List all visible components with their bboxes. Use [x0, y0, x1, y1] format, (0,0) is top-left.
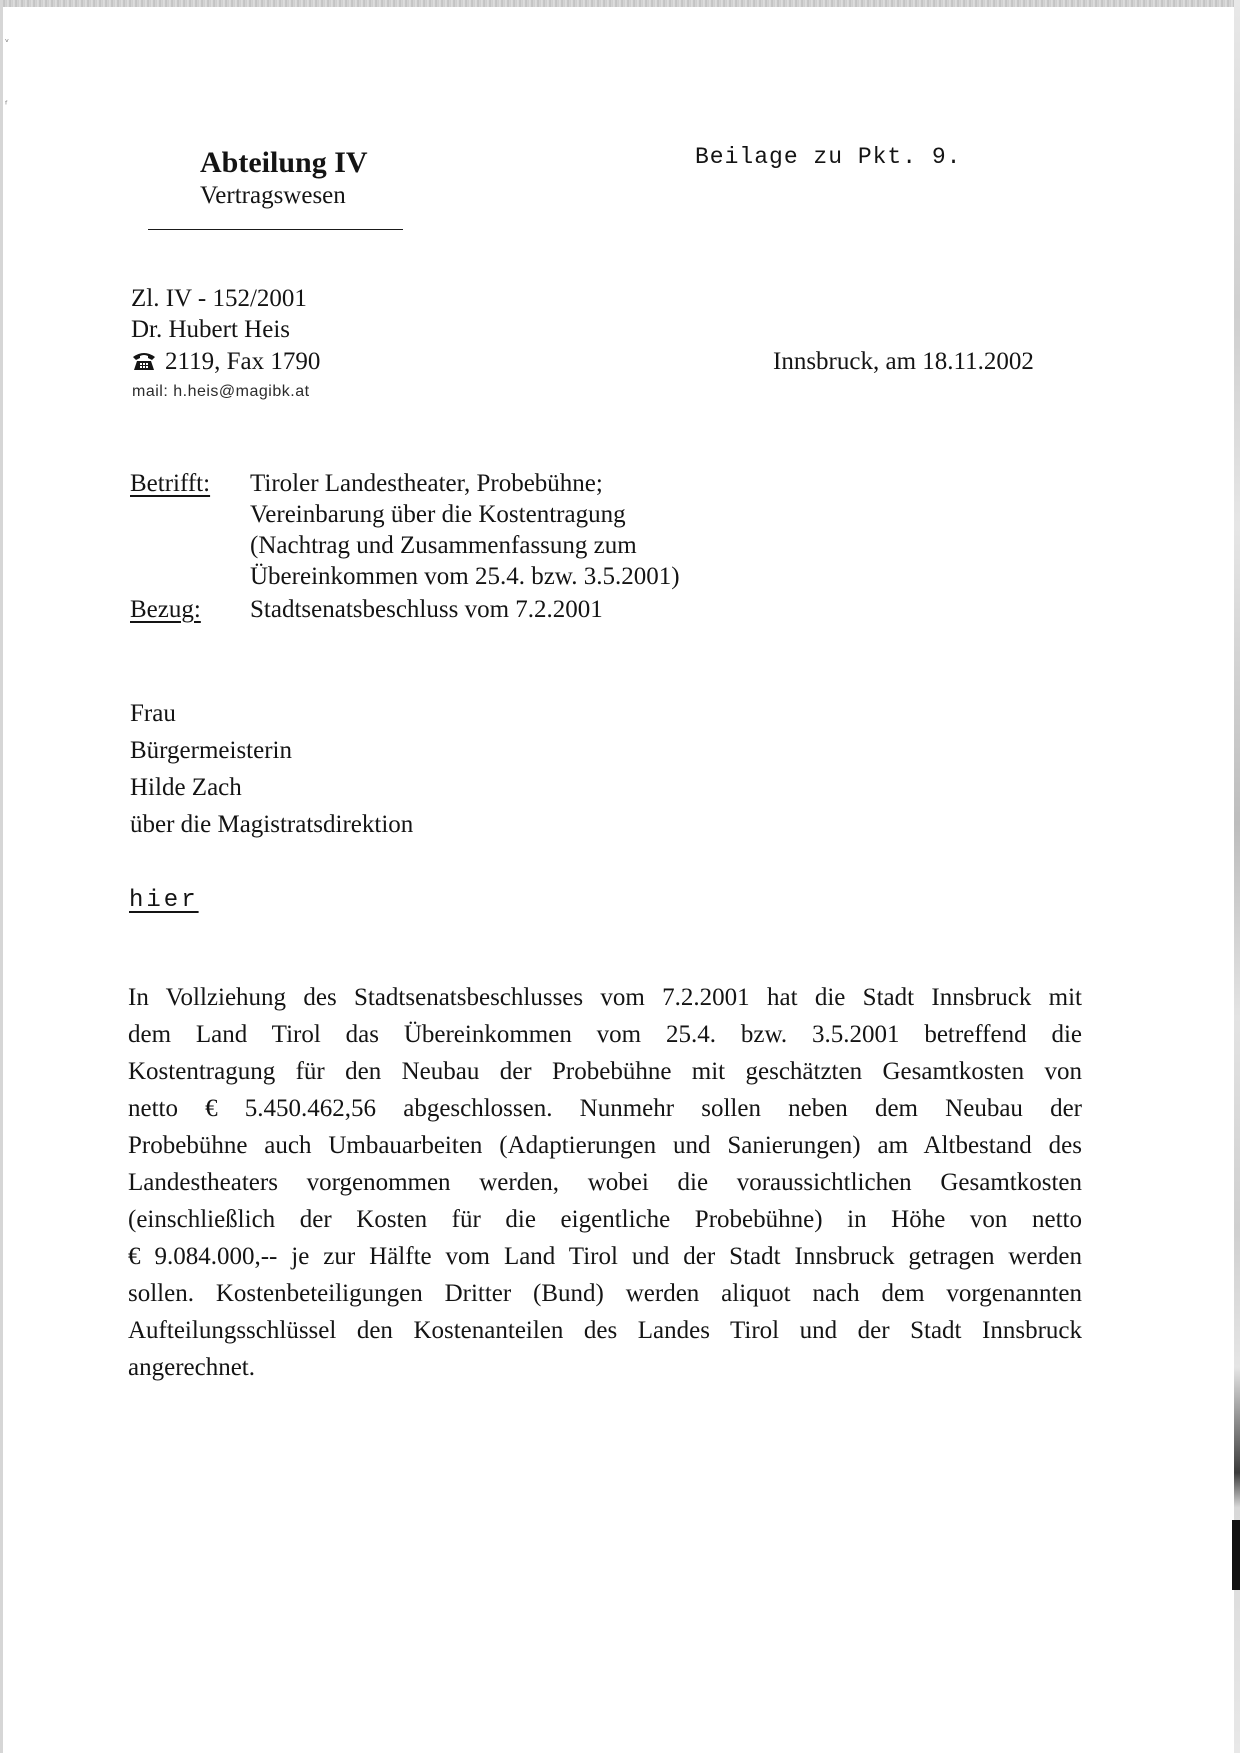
body-line: In Vollziehung des Stadtsenatsbeschlusses vom 7.2.2001 hat die Stadt Innsbruck mit: [128, 984, 1082, 1011]
subject-line: Tiroler Landestheater, Probebühne;: [250, 470, 603, 497]
margin-speck: ᵥ: [5, 34, 10, 45]
place-date: Innsbruck, am 18.11.2002: [773, 348, 1034, 375]
reference-label: Bezug:: [130, 596, 201, 623]
body-line: Landestheaters vorgenommen werden, wobei die voraussichtlichen Gesamtkosten: [128, 1169, 1082, 1196]
subject-line: (Nachtrag und Zusammenfassung zum: [250, 532, 637, 559]
scan-edge-right: [1234, 0, 1240, 1753]
body-line: € 9.084.000,-- je zur Hälfte vom Land Tirol und der Stadt Innsbruck getragen werden: [128, 1243, 1082, 1270]
body-line: (einschließlich der Kosten für die eigentliche Probebühne) in Höhe von netto: [128, 1206, 1082, 1233]
phone-fax-text: 2119, Fax 1790: [165, 348, 321, 375]
scan-edge-left: [0, 0, 3, 1753]
scan-edge-top: [0, 0, 1240, 7]
department-title: Abteilung IV: [200, 146, 368, 179]
body-line: netto € 5.450.462,56 abgeschlossen. Nunmehr sollen neben dem Neubau der: [128, 1095, 1082, 1122]
body-line: sollen. Kostenbeteiligungen Dritter (Bund) werden aliquot nach dem vorgenannten: [128, 1280, 1082, 1307]
scan-punch-mark: [1232, 1520, 1240, 1590]
email-line: mail: h.heis@magibk.at: [132, 383, 310, 400]
subject-line: Vereinbarung über die Kostentragung: [250, 501, 626, 528]
location-word: hier: [129, 887, 199, 914]
author-name: Dr. Hubert Heis: [131, 316, 290, 343]
body-line: Probebühne auch Umbauarbeiten (Adaptierungen und Sanierungen) am Altbestand des: [128, 1132, 1082, 1159]
body-line: Aufteilungsschlüssel den Kostenanteilen des Landes Tirol und der Stadt Innsbruck: [128, 1317, 1082, 1344]
body-line: Kostentragung für den Neubau der Probebühne mit geschätzten Gesamtkosten von: [128, 1058, 1082, 1085]
reference-text: Stadtsenatsbeschluss vom 7.2.2001: [250, 596, 603, 623]
recipient-line: Hilde Zach: [130, 774, 242, 801]
department-subtitle: Vertragswesen: [200, 182, 346, 209]
subject-label: Betrifft:: [130, 470, 211, 497]
attachment-note: Beilage zu Pkt. 9.: [695, 144, 962, 170]
phone-fax-line: [131, 348, 320, 378]
recipient-line: Frau: [130, 700, 176, 727]
subject-line: Übereinkommen vom 25.4. bzw. 3.5.2001): [250, 563, 680, 590]
telephone-icon: [131, 350, 157, 378]
letterhead-divider: [148, 229, 403, 230]
recipient-line: Bürgermeisterin: [130, 737, 292, 764]
file-number: Zl. IV - 152/2001: [131, 285, 307, 312]
body-line: dem Land Tirol das Übereinkommen vom 25.4. bzw. 3.5.2001 betreffend die: [128, 1021, 1082, 1048]
recipient-line: über die Magistratsdirektion: [130, 811, 414, 838]
body-line: angerechnet.: [128, 1354, 256, 1381]
margin-speck: ᶠ: [5, 100, 8, 111]
